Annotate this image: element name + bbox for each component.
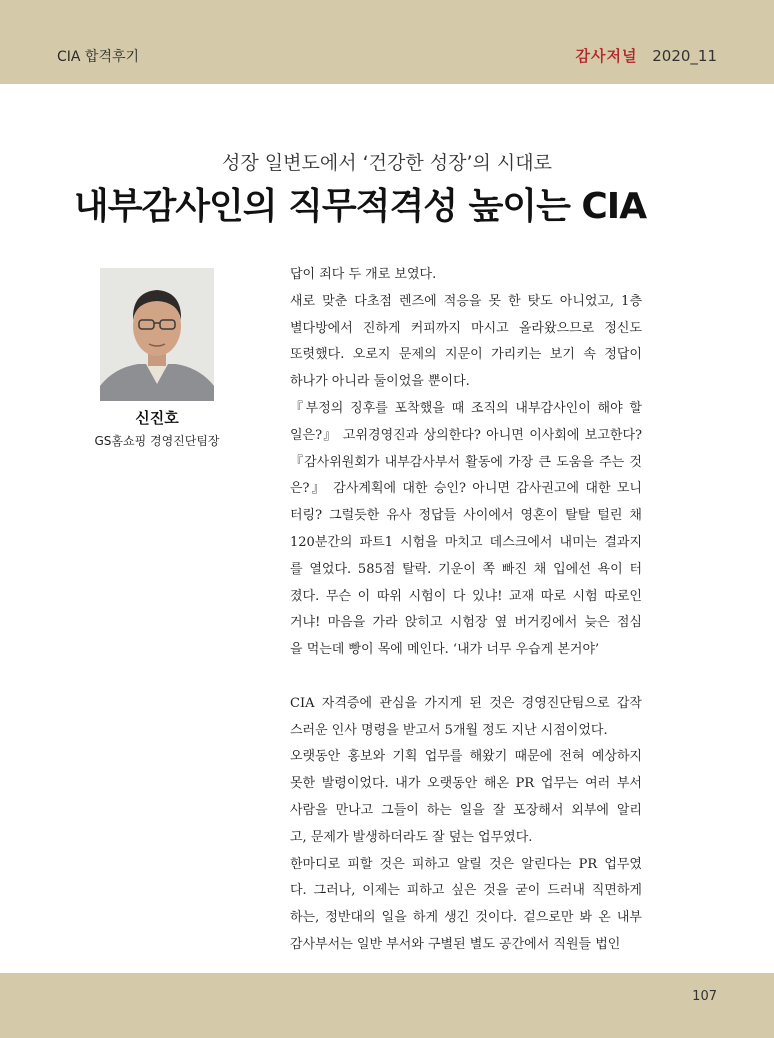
- journal-brand: 감사저널: [575, 47, 638, 65]
- body-line: CIA 자격증에 관심을 가지게 된 것은 경영진단팀으로 갑작: [290, 695, 642, 711]
- body-line: 졌다. 무슨 이 따위 시험이 다 있냐! 교재 따로 시험 따로인: [290, 588, 642, 604]
- body-line: 를 열었다. 585점 탈락. 기운이 쪽 빠진 채 입에선 욕이 터: [290, 561, 642, 577]
- body-line: 스러운 인사 명령을 받고서 5개월 정도 지난 시점이었다.: [290, 722, 608, 738]
- body-line: 터링? 그럴듯한 유사 정답들 사이에서 영혼이 탈탈 털린 채: [290, 508, 642, 524]
- body-line: 거냐! 마음을 가라 앉히고 시험장 옆 버거킹에서 늦은 점심: [290, 615, 642, 631]
- body-line: 또렷했다. 오로지 문제의 지문이 가리키는 보기 속 정답이: [290, 347, 642, 363]
- body-line: 일은?』 고위경영진과 상의한다? 아니면 이사회에 보고한다?: [290, 427, 642, 443]
- article-body: [290, 262, 642, 959]
- body-line: 『감사위원회가 내부감사부서 활동에 가장 큰 도움을 주는 것: [290, 454, 642, 470]
- body-line: 은?』 감사계획에 대한 승인? 아니면 감사권고에 대한 모니: [290, 481, 642, 497]
- body-line: 사람을 만나고 그들이 하는 일을 잘 포장해서 외부에 알리: [290, 802, 642, 818]
- article-title: 내부감사인의 직무적격성 높이는 CIA: [73, 186, 647, 227]
- journal-masthead: [575, 45, 717, 66]
- body-line: 을 먹는데 빵이 목에 메인다. ‘내가 너무 우습게 본거야’: [290, 642, 600, 658]
- body-line: 『부정의 징후를 포착했을 때 조직의 내부감사인이 해야 할: [290, 400, 642, 416]
- article-subtitle: 성장 일변도에서 ‘건강한 성장’의 시대로: [222, 152, 552, 174]
- body-line: 다. 그러나, 이제는 피하고 싶은 것을 굳이 드러내 직면하게: [290, 883, 642, 899]
- body-line: 못한 발령이었다. 내가 오랫동안 해온 PR 업무는 여러 부서: [290, 776, 642, 792]
- page-number: 107: [692, 989, 717, 1004]
- author-role: GS홈쇼핑 경영진단팀장: [94, 434, 220, 448]
- body-line: 하는, 정반대의 일을 하게 생긴 것이다. 겉으로만 봐 온 내부: [290, 910, 642, 926]
- body-line: 별다방에서 진하게 커피까지 마시고 올라왔으므로 정신도: [290, 320, 642, 336]
- footer-band: [0, 973, 774, 1038]
- author-name: 신진호: [135, 409, 179, 427]
- body-line: 한마디로 피할 것은 피하고 알릴 것은 알린다는 PR 업무였: [290, 856, 642, 872]
- header-band: [0, 0, 774, 84]
- body-line: 새로 맞춘 다초점 렌즈에 적응을 못 한 탓도 아니었고, 1층: [290, 293, 642, 309]
- body-line: 하나가 아니라 둘이었을 뿐이다.: [290, 374, 470, 390]
- body-line: 120분간의 파트1 시험을 마치고 데스크에서 내미는 결과지: [290, 534, 642, 550]
- journal-issue: 2020_11: [652, 47, 717, 65]
- paragraph-gap: [290, 664, 642, 691]
- section-label: CIA 합격후기: [57, 49, 140, 65]
- body-line: 답이 죄다 두 개로 보였다.: [290, 267, 437, 282]
- author-photo: [100, 268, 214, 401]
- body-line: 오랫동안 홍보와 기획 업무를 해왔기 때문에 전혀 예상하지: [290, 749, 642, 765]
- author-portrait-image: [100, 268, 214, 401]
- body-line: 고, 문제가 발생하더라도 잘 덮는 업무였다.: [290, 829, 533, 845]
- body-line: 감사부서는 일반 부서와 구별된 별도 공간에서 직원들 법인: [290, 936, 621, 952]
